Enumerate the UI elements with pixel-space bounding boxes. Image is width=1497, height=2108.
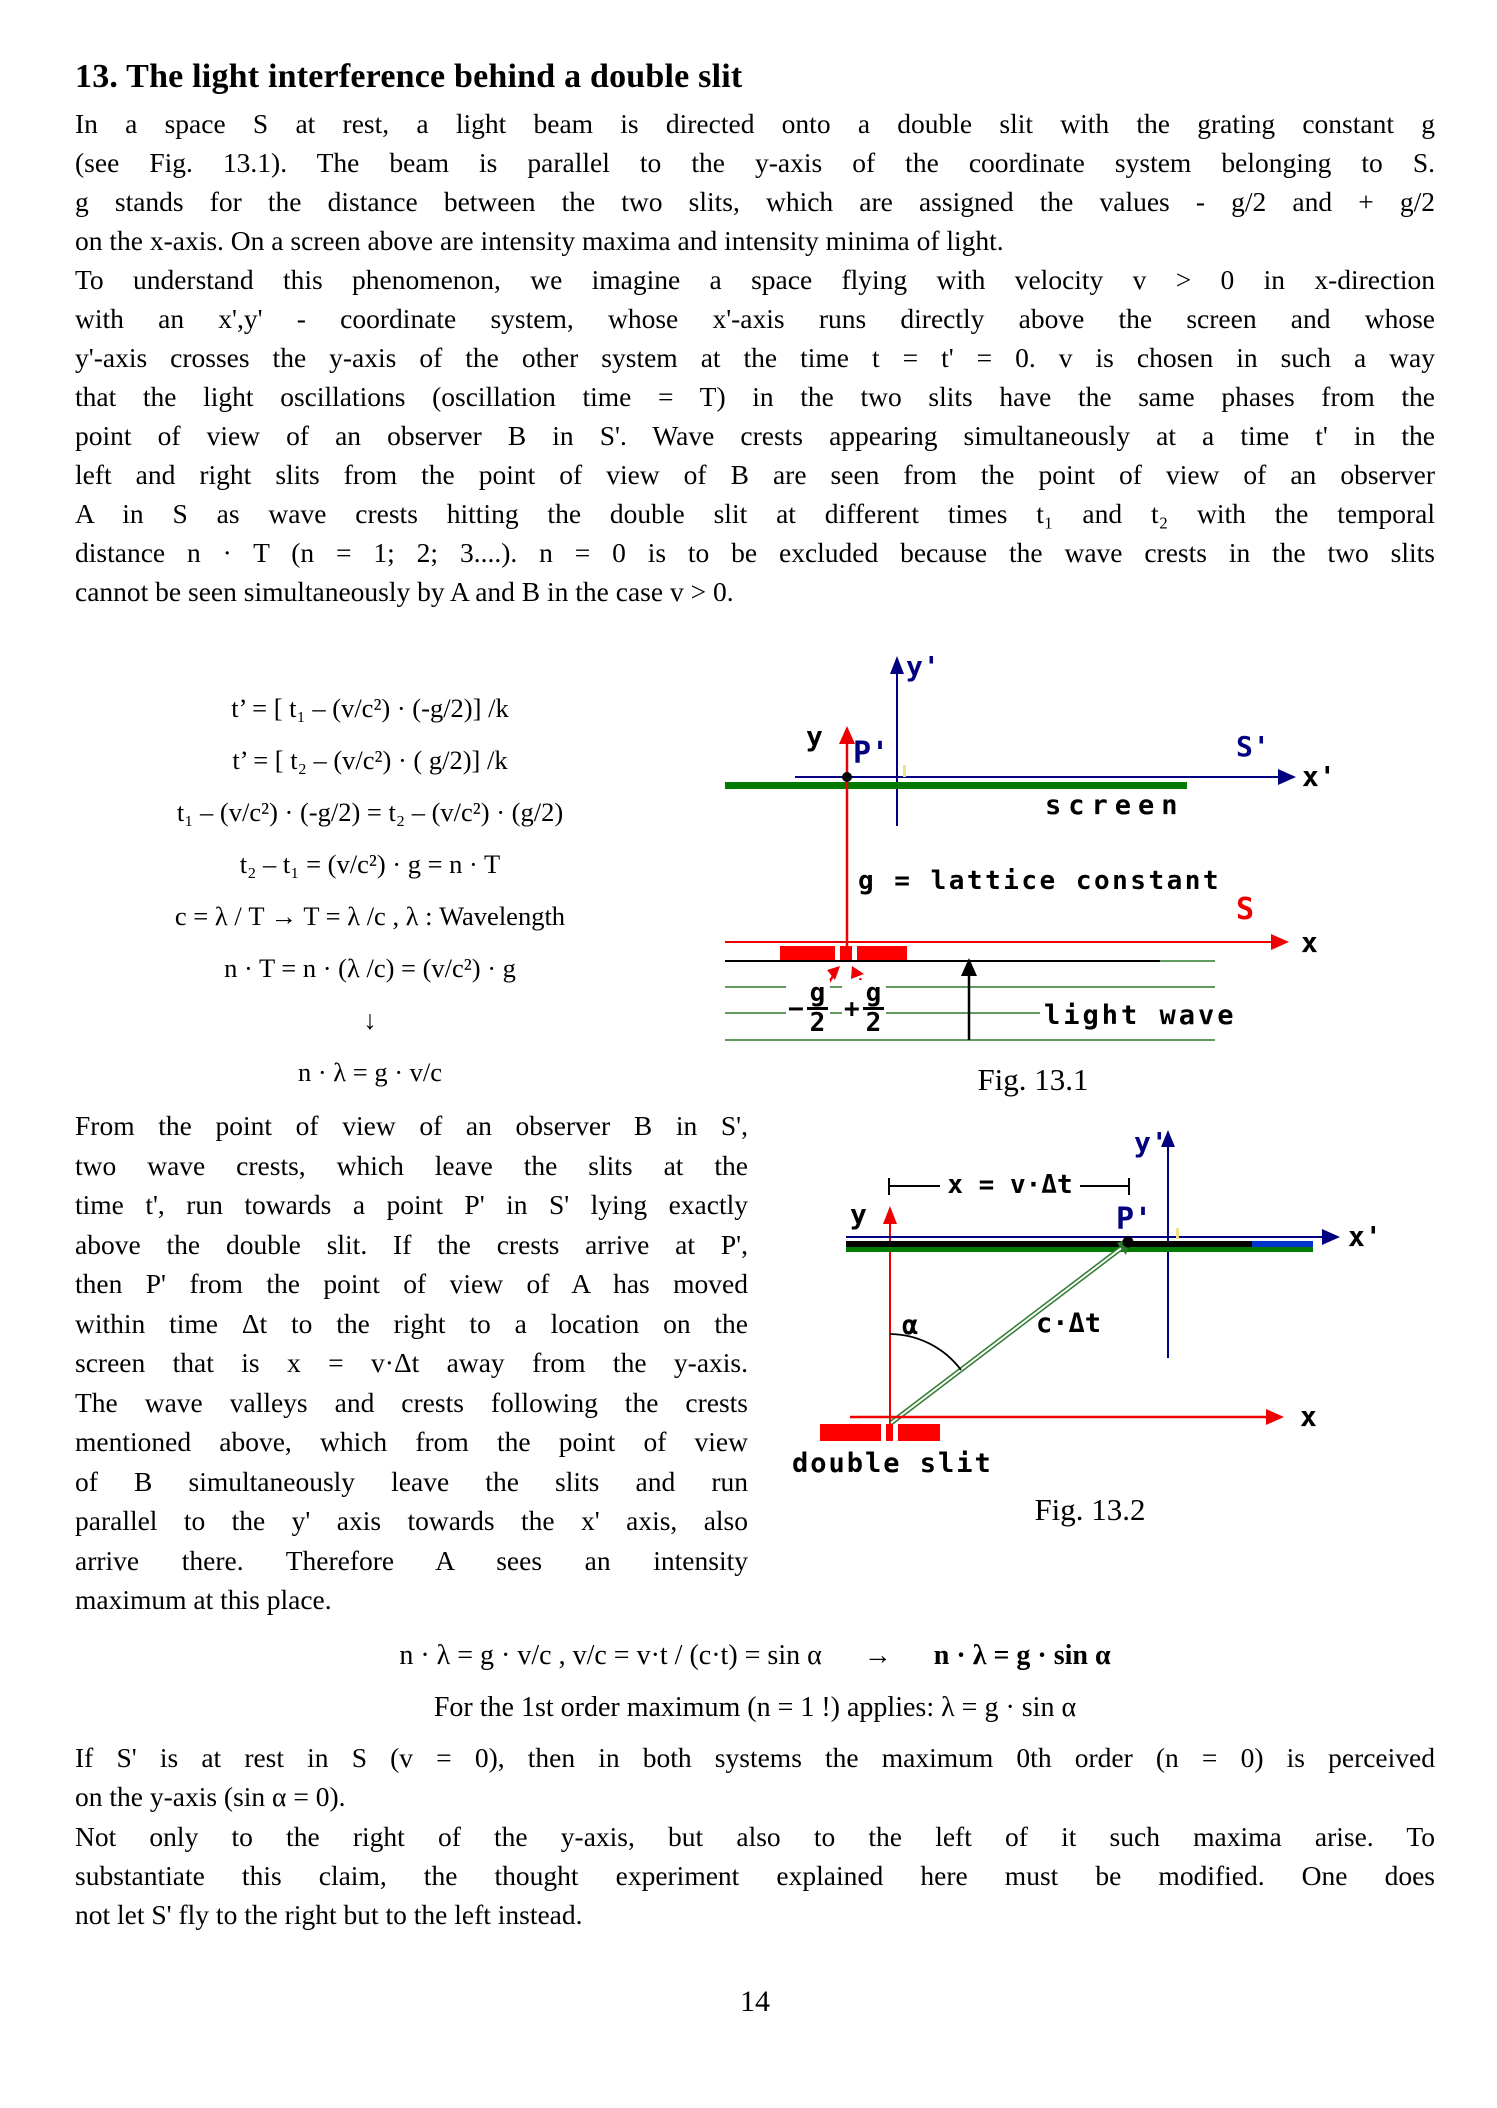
fig1-slit-pointer-left-arrowhead-icon bbox=[827, 966, 840, 980]
right-arrow-icon: → bbox=[863, 1640, 892, 1671]
paragraph-line: Not only to the right of the y-axis, but also to the left of it such maxima arise. To bbox=[75, 1821, 1435, 1852]
equation-line: n · λ = g · v/c bbox=[297, 1057, 443, 1087]
fig2-y-label: y bbox=[850, 1198, 867, 1231]
plus-sign: + bbox=[844, 993, 860, 1024]
fig1-p-prime-dot bbox=[842, 772, 852, 782]
paragraph-line: In a space S at rest, a light beam is directed onto a double slit with the grating constant g bbox=[75, 108, 1435, 139]
paragraph-line: A in S as wave crests hitting the double slit at different times t₁ and t₂ with the temporal bbox=[75, 498, 1435, 529]
paragraph-line: with an x',y' - coordinate system, whose x'-axis runs directly above the screen and whose bbox=[75, 303, 1435, 334]
first-order-statement: For the 1st order maximum (n = 1 !) applies: λ = g · sin α bbox=[433, 1692, 1077, 1723]
fig2-x-arrowhead-icon bbox=[1266, 1409, 1284, 1425]
fig1-slit-gap-left bbox=[835, 946, 840, 960]
fig2-y-arrowhead-icon bbox=[883, 1206, 897, 1224]
paragraph-line: above the double slit. If the crests arrive at P', bbox=[75, 1228, 748, 1260]
paragraph-line: substantiate this claim, the thought experiment explained here must be modified. One does bbox=[75, 1860, 1435, 1891]
paragraph-line: left and right slits from the point of view of B are seen from the point of view of an observer bbox=[75, 459, 1435, 490]
fig1-yellow-tick bbox=[903, 765, 906, 777]
fig1-x-prime-arrowhead-icon bbox=[1278, 769, 1296, 785]
fig1-x-label: x bbox=[1301, 926, 1318, 959]
result-equation-normal: n · λ = g · v/c , v/c = v·t / (c·t) = sin α bbox=[399, 1640, 822, 1671]
page-number: 14 bbox=[740, 1985, 770, 2018]
paragraph-line: arrive there. Therefore A sees an intensity bbox=[75, 1544, 748, 1576]
fig1-double-slit-bar bbox=[780, 946, 907, 960]
fig1-screen-label: screen bbox=[1045, 790, 1185, 821]
equation-line: t₂ – t₁ = (v/c²) · g = n · T bbox=[239, 849, 501, 879]
fig1-plus-g-half-label: + $\frac{g}{2}$ bbox=[842, 980, 886, 1037]
fig2-caption: Fig. 13.2 bbox=[1034, 1492, 1146, 1527]
fig2-x-prime-arrowhead-icon bbox=[1322, 1229, 1340, 1245]
equation-block bbox=[60, 682, 680, 1098]
paragraph-line: time t', run towards a point P' in S' lying exactly bbox=[75, 1189, 748, 1220]
fig2-x-prime-label: x' bbox=[1348, 1220, 1382, 1253]
fig2-screen-bar-black bbox=[846, 1241, 1252, 1247]
figure-13-1 bbox=[700, 640, 1460, 1100]
fig2-distance-label: x = v·Δt bbox=[940, 1170, 1080, 1200]
paragraph-line: then P' from the point of view of A has moved bbox=[75, 1268, 748, 1299]
fig2-alpha-label: α bbox=[902, 1310, 919, 1341]
fig2-p-prime-label: P' bbox=[1116, 1202, 1153, 1237]
fig2-double-slit-bar bbox=[820, 1424, 940, 1441]
closing-paragraph bbox=[75, 1817, 1435, 1934]
fig1-y-prime-label: y' bbox=[906, 650, 940, 683]
paragraph-line: If S' is at rest in S (v = 0), then in both systems the maximum 0th order (n = 0) is perceived bbox=[75, 1742, 1435, 1773]
paragraph-line: The wave valleys and crests following the crests bbox=[75, 1386, 748, 1418]
paragraph-line: g stands for the distance between the two slits, which are assigned the values - g/2 and + g/2 bbox=[75, 186, 1435, 217]
fig2-slit-gap-right bbox=[893, 1424, 898, 1441]
equation-line: n · T = n · (λ /c) = (v/c²) · g bbox=[224, 953, 516, 983]
fig1-light-wave-label: light wave bbox=[1040, 1000, 1241, 1031]
paragraph-line: within time Δt to the right to a location on the bbox=[75, 1307, 748, 1339]
fig1-screen-bar bbox=[725, 782, 1187, 789]
fig2-slit-gap-left bbox=[881, 1424, 886, 1441]
paragraph-line: screen that is x = v·Δt away from the y-axis. bbox=[75, 1347, 748, 1378]
paragraph-line: y'-axis crosses the y-axis of the other system at the time t = t' = 0. v is chosen in such a way bbox=[75, 342, 1435, 373]
fig1-y-prime-arrowhead-icon bbox=[890, 656, 904, 674]
paragraph-line: of B simultaneously leave the slits and run bbox=[75, 1465, 748, 1497]
fig2-x-label: x bbox=[1300, 1400, 1317, 1433]
fig1-lattice-constant-label: g = lattice constant bbox=[858, 866, 1222, 896]
equation-line: t’ = [ t₂ – (v/c²) · ( g/2)] /k bbox=[232, 745, 508, 775]
result-equation-bold: n · λ = g · sin α bbox=[933, 1640, 1111, 1671]
equation-line: t₁ – (v/c²) · (-g/2) = t₂ – (v/c²) · (g/2) bbox=[176, 797, 564, 827]
fig1-x-arrowhead-icon bbox=[1271, 934, 1289, 950]
fig1-x-prime-label: x' bbox=[1302, 760, 1336, 793]
fig2-side-paragraph bbox=[75, 1106, 748, 1620]
paragraph-line: From the point of view of an observer B in S', bbox=[75, 1110, 748, 1141]
fig2-yellow-tick bbox=[1176, 1228, 1179, 1239]
paragraph-line: not let S' fly to the right but to the left instead. bbox=[75, 1899, 583, 1930]
fig2-alpha-arc bbox=[890, 1334, 961, 1370]
paragraph-line: on the y-axis (sin α = 0). bbox=[75, 1781, 346, 1812]
rest-frame-paragraph bbox=[75, 1738, 1435, 1816]
fig2-screen-bar-blue bbox=[1252, 1241, 1313, 1247]
paragraph-line: maximum at this place. bbox=[75, 1584, 332, 1615]
minus-sign: − bbox=[788, 993, 804, 1024]
paragraph-line: parallel to the y' axis towards the x' axis, also bbox=[75, 1505, 748, 1536]
fig1-y-label: y bbox=[806, 720, 823, 753]
down-arrow-icon: ↓ bbox=[363, 1005, 377, 1035]
fig1-minus-g-half-label: − $\frac{g}{2}$ bbox=[786, 980, 830, 1037]
paragraph-line: (see Fig. 13.1). The beam is parallel to the y-axis of the coordinate system belonging to S. bbox=[75, 147, 1435, 178]
paragraph-line: two wave crests, which leave the slits at the bbox=[75, 1149, 748, 1181]
fig1-caption: Fig. 13.1 bbox=[977, 1062, 1089, 1097]
paragraph-line: distance n · T (n = 1; 2; 3....). n = 0 is to be excluded because the wave crests in the two slits bbox=[75, 537, 1435, 568]
equation-line: t’ = [ t₁ – (v/c²) · (-g/2)] /k bbox=[231, 693, 509, 723]
equation-line: c = λ / T → T = λ /c , λ : Wavelength bbox=[174, 901, 566, 931]
fig1-slit-pointer-right-arrowhead-icon bbox=[851, 966, 864, 979]
paragraph-line: that the light oscillations (oscillation time = T) in the two slits have the same phases from the bbox=[75, 381, 1435, 412]
fig1-slit-gap-right bbox=[852, 946, 857, 960]
paragraph-line: on the x-axis. On a screen above are intensity maxima and intensity minima of light. bbox=[75, 225, 1004, 256]
paragraph-line: mentioned above, which from the point of view bbox=[75, 1426, 748, 1457]
paragraph-line: point of view of an observer B in S'. Wave crests appearing simultaneously at a time t' in the bbox=[75, 420, 1435, 451]
figure-13-2 bbox=[790, 1120, 1497, 1540]
paragraph-line: To understand this phenomenon, we imagine a space flying with velocity v > 0 in x-direction bbox=[75, 264, 1435, 295]
fig2-c-delta-t-label: c·Δt bbox=[1036, 1308, 1102, 1339]
fig2-y-prime-label: y' bbox=[1134, 1126, 1168, 1159]
intro-paragraphs bbox=[75, 104, 1435, 611]
fig2-double-slit-label: double slit bbox=[792, 1448, 993, 1479]
fig1-s-label: S bbox=[1236, 892, 1255, 927]
page-title: 13. The light interference behind a double slit bbox=[75, 58, 743, 95]
result-equation bbox=[75, 1640, 1435, 1672]
fig1-s-prime-label: S' bbox=[1236, 730, 1270, 763]
fig1-p-prime-label: P' bbox=[853, 736, 890, 771]
fig2-p-prime-dot bbox=[1123, 1237, 1134, 1248]
paragraph-line: cannot be seen simultaneously by A and B in the case v > 0. bbox=[75, 576, 734, 607]
fig2-screen-bar-green bbox=[846, 1247, 1313, 1252]
